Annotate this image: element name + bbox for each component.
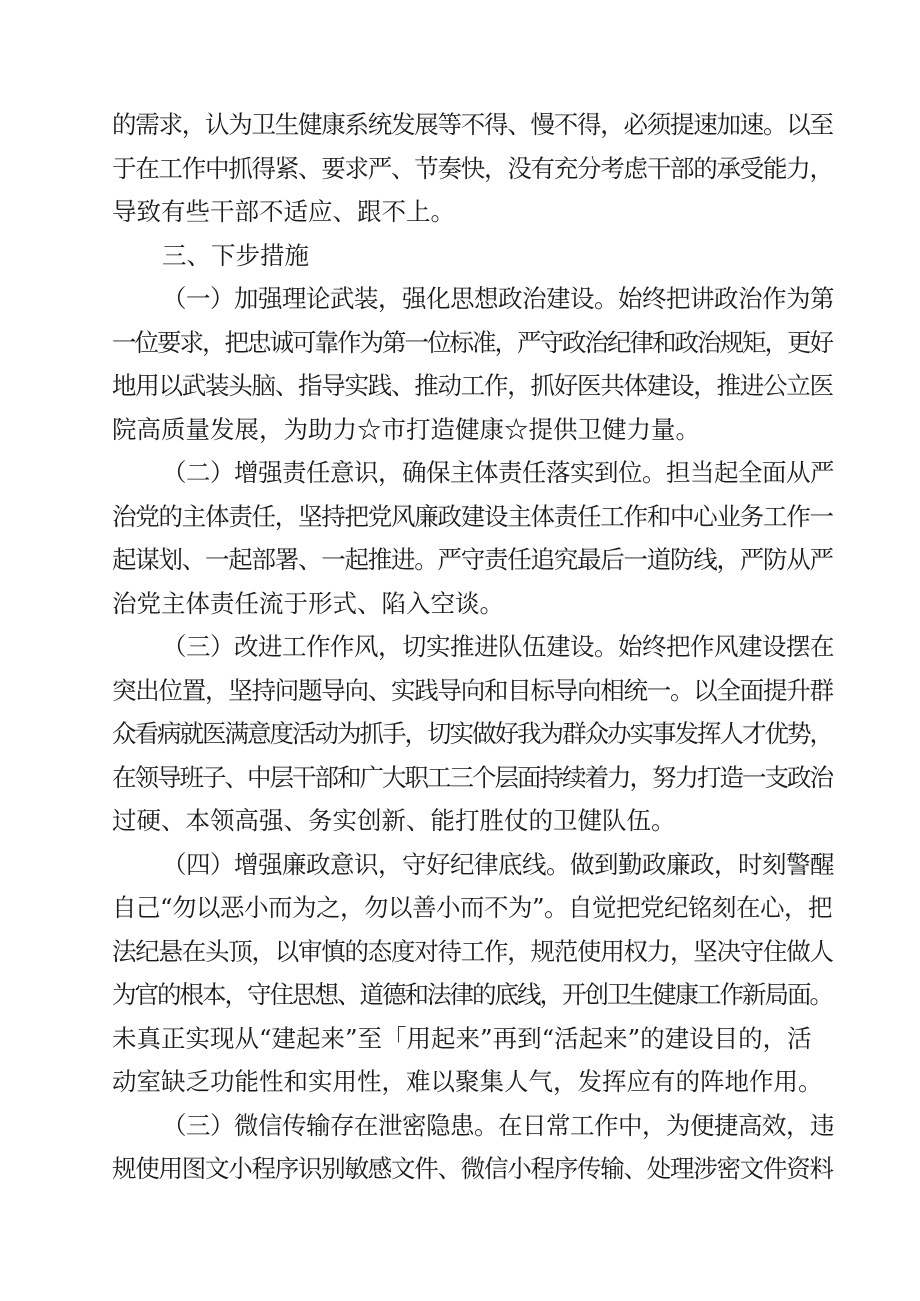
text-line: 未真正实现从“建起来”至「用起来”再到“活起来”的建设目的，活: [112, 1023, 812, 1053]
text-line: 规使用图文小程序识别敏感文件、微信小程序传输、处理涉密文件资料: [112, 1154, 833, 1183]
text-line: 自己“勿以恶小而为之，勿以善小而不为”。自觉把党纪铭刻在心，把: [112, 893, 833, 922]
text-line: 治党主体责任流于形式、陷入空谈。: [112, 588, 504, 618]
text-line: 起谋划、一起部署、一起推进。严守责任追究最后一道防线，严防从严: [112, 545, 833, 574]
text-line: 法纪悬在头顶，以审慎的态度对待工作，规范使用权力，坚决守住做人: [112, 936, 833, 966]
text-line: 一位要求，把忠诚可靠作为第一位标准，严守政治纪律和政治规矩，更好: [112, 327, 832, 357]
text-line: 突出位置，坚持问题导向、实践导向和目标导向相统一。以全面提升群: [112, 675, 833, 705]
text-line: 在领导班子、中层干部和广大职工三个层面持续着力，努力打造一支政治: [112, 762, 832, 792]
text-line: 于在工作中抓得紧、要求严、节奏快，没有充分考虑干部的承受能力，: [112, 153, 833, 183]
text-line: 院高质量发展，为助力☆市打造健康☆提供卫健力量。: [112, 414, 700, 444]
paragraph-start-line: （二）增强责任意识，确保主体责任落实到位。担当起全面从严: [162, 458, 834, 487]
text-line: 导致有些干部不适应、跟不上。: [112, 197, 455, 226]
text-line: 治党的主体责任，坚持把党风廉政建设主体责任工作和中心业务工作一: [112, 501, 833, 531]
text-line: 为官的根本，守住思想、道德和法律的底线，开创卫生健康工作新局面。: [112, 980, 832, 1009]
paragraph-start-line: （一）加强理论武装，强化思想政治建设。始终把讲政治作为第: [162, 284, 834, 313]
paragraph-start-line: （三）微信传输存在泄密隐患。在日常工作中，为便捷高效，违: [162, 1110, 834, 1140]
section-heading: 三、下步措施: [162, 240, 309, 270]
document-body: [112, 103, 834, 1191]
text-line: 地用以武装头脑、指导实践、推动工作，抓好医共体建设，推进公立医: [112, 371, 833, 400]
text-line: 众看病就医满意度活动为抓手，切实做好我为群众办实事发挥人才优势，: [112, 719, 832, 748]
text-line: 动室缺乏功能性和实用性，难以聚集人气，发挥应有的阵地作用。: [112, 1067, 823, 1096]
paragraph-start-line: （三）改进工作作风，切实推进队伍建设。始终把作风建设摆在: [162, 632, 834, 661]
text-line: 的需求，认为卫生健康系统发展等不得、慢不得，必须提速加速。以至: [112, 110, 833, 139]
text-line: 过硬、本领高强、务实创新、能打胜仗的卫健队伍。: [112, 806, 676, 835]
paragraph-start-line: （四）增强廉政意识，守好纪律底线。做到勤政廉政，时刻警醒: [162, 849, 834, 879]
